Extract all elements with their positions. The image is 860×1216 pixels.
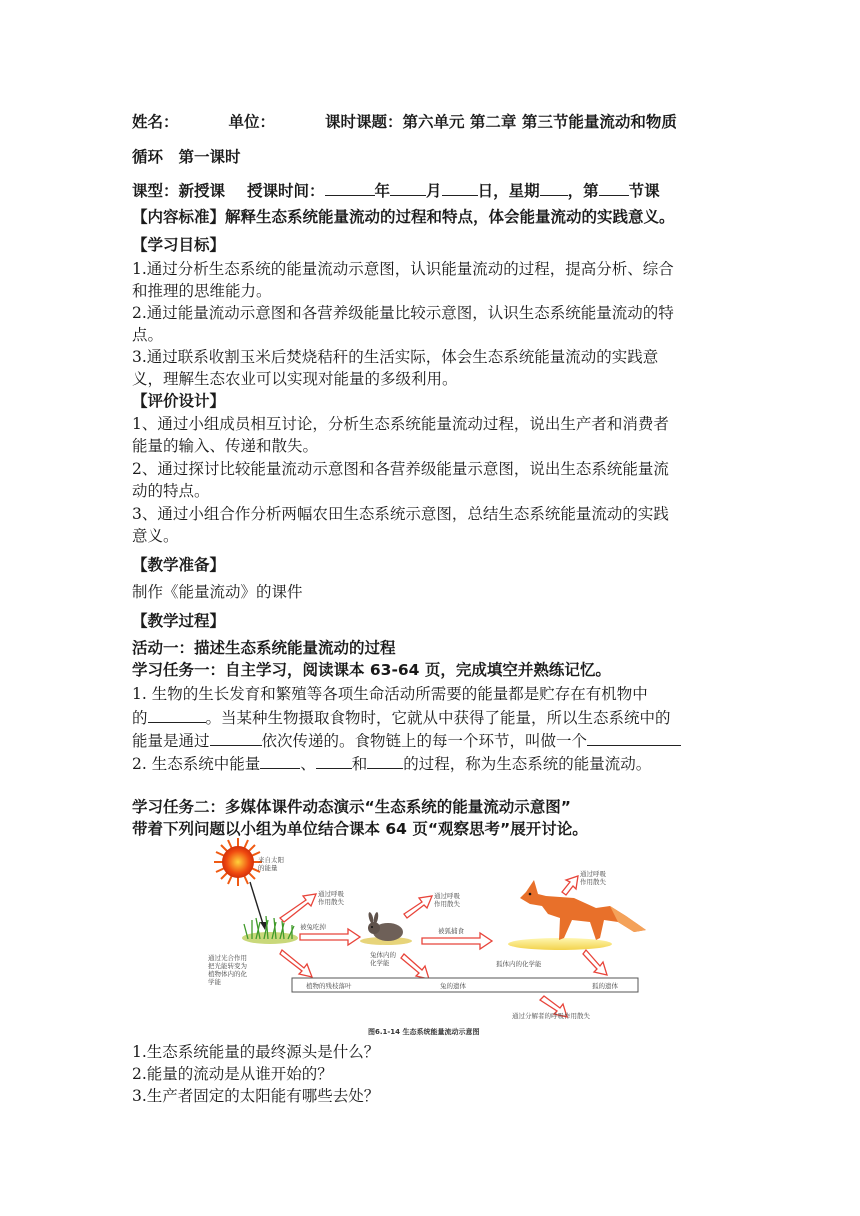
evaluation-line: 意义。 bbox=[132, 527, 179, 545]
respiration-label: 通过呼吸 bbox=[580, 870, 606, 878]
year-blank[interactable] bbox=[325, 180, 375, 196]
evaluation-line: 3、通过小组合作分析两幅农田生态系统示意图，总结生态系统能量流动的实践 bbox=[132, 505, 669, 523]
q2-text: 的过程，称为生态系统的能量流动。 bbox=[403, 755, 652, 773]
q2-text: 和 bbox=[351, 755, 368, 773]
figure-caption: 图6.1-14 生态系统能量流动示意图 bbox=[368, 1028, 480, 1036]
sun-label: 的能量 bbox=[258, 864, 278, 872]
q1-text: 依次传递的。食物链上的每一个环节，叫做一个 bbox=[261, 732, 588, 750]
respiration-label: 作用散失 bbox=[580, 878, 606, 886]
fill-blank-organic[interactable] bbox=[148, 707, 206, 723]
sun-icon bbox=[214, 838, 262, 886]
energy-flow-diagram bbox=[208, 838, 650, 1038]
evaluation-line: 能量的输入、传递和散失。 bbox=[132, 437, 319, 455]
sun-label: 来自太阳 bbox=[258, 856, 284, 864]
decomposer-label: 通过分解者的呼吸作用散失 bbox=[512, 1012, 590, 1020]
discussion-question: 3.生产者固定的太阳能有哪些去处？ bbox=[132, 1087, 380, 1105]
evaluation-heading: 【评价设计】 bbox=[132, 392, 226, 410]
preparation-text: 制作《能量流动》的课件 bbox=[132, 583, 303, 601]
fill-blank-input[interactable] bbox=[260, 753, 300, 769]
respiration-label: 作用散失 bbox=[318, 898, 344, 906]
month-blank[interactable] bbox=[390, 180, 426, 196]
fox-icon bbox=[508, 880, 646, 950]
objective-line: 和推理的思维能力。 bbox=[132, 282, 272, 300]
q2-text: 2. 生态系统中能量 bbox=[132, 755, 261, 773]
q1-text: 的 bbox=[132, 709, 148, 727]
discussion-question: 2.能量的流动是从谁开始的？ bbox=[132, 1065, 333, 1083]
evaluation-line: 动的特点。 bbox=[132, 482, 210, 500]
lesson-label: 节课 bbox=[628, 182, 660, 200]
process-heading: 【教学过程】 bbox=[132, 612, 226, 630]
year-label: 年 bbox=[374, 182, 391, 200]
day-label: 日，星期 bbox=[477, 182, 540, 200]
objective-line: 点。 bbox=[132, 326, 164, 344]
rabbit-icon bbox=[360, 912, 412, 945]
type-label: 课型：新授课 bbox=[132, 182, 226, 200]
month-label: 月 bbox=[426, 182, 442, 200]
objectives-heading: 【学习目标】 bbox=[132, 236, 226, 254]
task-2: 学习任务二：多媒体课件动态演示“生态系统的能量流动示意图” bbox=[132, 798, 571, 816]
discussion-question: 1.生态系统能量的最终源头是什么？ bbox=[132, 1043, 380, 1061]
question-1-line-2 bbox=[132, 707, 671, 728]
remains-label: 兔的遗体 bbox=[440, 982, 466, 990]
period-label: ，第 bbox=[567, 182, 599, 200]
time-label: 授课时间： bbox=[247, 182, 325, 200]
eaten-by-rabbit-label: 被兔吃掉 bbox=[300, 923, 326, 931]
plant-label: 把光能转变为 bbox=[208, 962, 247, 970]
objective-line: 1.通过分析生态系统的能量流动示意图，认识能量流动的过程，提高分析、综合 bbox=[132, 260, 674, 278]
evaluation-line: 2、通过探讨比较能量流动示意图和各营养级能量示意图，说出生态系统能量流 bbox=[132, 460, 669, 478]
plant-label: 通过光合作用 bbox=[208, 954, 247, 962]
header-line-1 bbox=[132, 112, 677, 132]
fill-blank-loss[interactable] bbox=[367, 753, 403, 769]
unit-label: 单位： bbox=[228, 113, 276, 131]
question-2 bbox=[132, 753, 651, 774]
q1-text: 。当某种生物摄取食物时，它就从中获得了能量，所以生态系统中的 bbox=[205, 709, 671, 727]
grass-icon bbox=[242, 916, 298, 944]
objective-line: 义，理解生态农业可以实现对能量的多级利用。 bbox=[132, 370, 458, 388]
question-1-line-1: 1. 生物的生长发育和繁殖等各项生命活动所需要的能量都是贮存在有机物中 bbox=[132, 685, 648, 703]
q2-text: 、 bbox=[300, 755, 316, 773]
day-blank[interactable] bbox=[442, 180, 478, 196]
topic-continuation: 循环 第一课时 bbox=[132, 148, 241, 166]
evaluation-line: 1、通过小组成员相互讨论，分析生态系统能量流动过程，说出生产者和消费者 bbox=[132, 415, 669, 433]
lesson-blank[interactable] bbox=[599, 180, 629, 196]
header-line-3 bbox=[132, 180, 660, 201]
weekday-blank[interactable] bbox=[540, 180, 568, 196]
name-label: 姓名： bbox=[132, 113, 179, 131]
plant-label: 学能 bbox=[208, 978, 221, 986]
fox-label: 狐体内的化学能 bbox=[496, 960, 542, 968]
rabbit-label: 化学能 bbox=[370, 959, 390, 967]
objective-line: 3.通过联系收割玉米后焚烧秸秆的生活实际，体会生态系统能量流动的实践意 bbox=[132, 348, 659, 366]
respiration-label: 通过呼吸 bbox=[434, 892, 460, 900]
energy-flow-svg bbox=[208, 838, 650, 1038]
question-1-line-3 bbox=[132, 730, 681, 751]
fill-blank-transfer[interactable] bbox=[316, 753, 352, 769]
respiration-label: 通过呼吸 bbox=[318, 890, 344, 898]
topic-label: 课时课题：第六单元 第二章 第三节能量流动和物质 bbox=[325, 113, 677, 131]
respiration-label: 作用散失 bbox=[434, 900, 460, 908]
content-standard: 【内容标准】解释生态系统能量流动的过程和特点，体会能量流动的实践意义。 bbox=[132, 208, 675, 226]
task-2-subtitle: 带着下列问题以小组为单位结合课本 64 页“观察思考”展开讨论。 bbox=[132, 820, 588, 838]
q1-text: 能量是通过 bbox=[132, 732, 210, 750]
task-1: 学习任务一：自主学习，阅读课本 63-64 页，完成填空并熟练记忆。 bbox=[132, 661, 611, 679]
remains-label: 狐的遗体 bbox=[592, 982, 618, 990]
objective-line: 2.通过能量流动示意图和各营养级能量比较示意图，认识生态系统能量流动的特 bbox=[132, 304, 674, 322]
eaten-by-fox-label: 被狐捕食 bbox=[438, 927, 464, 935]
preparation-heading: 【教学准备】 bbox=[132, 556, 226, 574]
activity-1: 活动一：描述生态系统能量流动的过程 bbox=[132, 639, 396, 657]
plant-label: 植物体内的化 bbox=[208, 970, 247, 978]
fill-blank-trophic-level[interactable] bbox=[587, 730, 681, 746]
fill-blank-food-chain[interactable] bbox=[210, 730, 262, 746]
rabbit-label: 兔体内的 bbox=[370, 951, 396, 959]
remains-label: 植物的残枝落叶 bbox=[306, 982, 352, 990]
